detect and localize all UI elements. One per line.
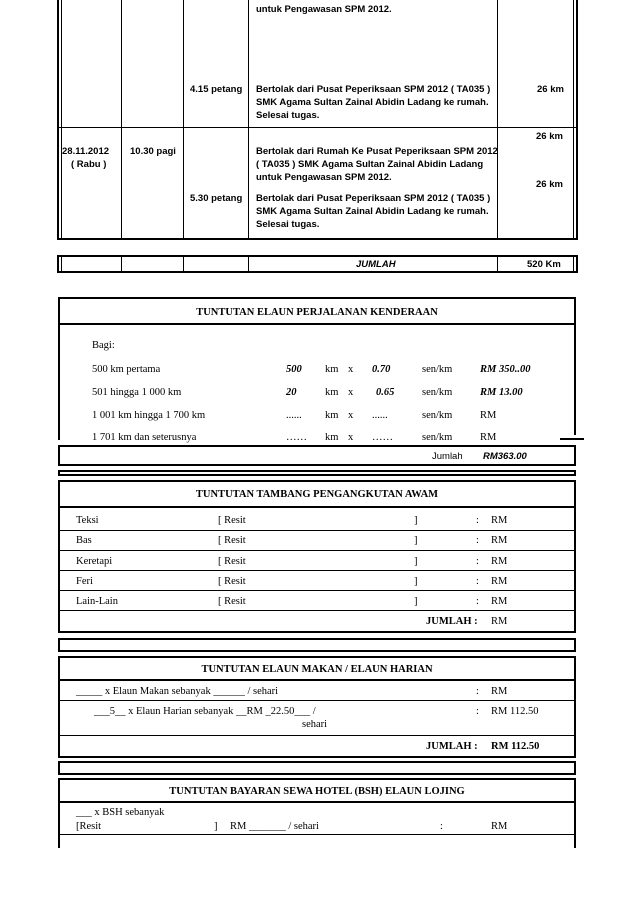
transport-title-box — [58, 480, 576, 508]
vehicle-row-per: sen/km — [422, 410, 453, 421]
transport-row-resit: [ Resit — [218, 596, 246, 607]
vehicle-row-label: 500 km pertama — [92, 364, 161, 375]
trip-total-value: 520 Km — [527, 259, 561, 270]
trip-km: 26 km — [536, 179, 563, 190]
trip-desc-line: SMK Agama Sultan Zainal Abidin Ladang ke rumah. — [256, 206, 489, 217]
vehicle-row-amount: RM — [480, 432, 497, 443]
meal-spacer — [58, 638, 576, 652]
vehicle-row-unit: km — [325, 410, 339, 421]
vehicle-row-unit: km — [325, 432, 339, 443]
vehicle-row-x: x — [348, 387, 354, 398]
trip-day: ( Rabu ) — [71, 159, 107, 170]
transport-total-value: RM — [491, 616, 508, 627]
vehicle-total-value: RM363.00 — [483, 451, 527, 462]
transport-row-colon: : — [476, 556, 479, 567]
transport-row-colon: : — [476, 515, 479, 526]
transport-spacer — [58, 470, 576, 476]
vehicle-row-qty: 20 — [286, 387, 297, 398]
transport-total-label: JUMLAH : — [426, 616, 478, 627]
vehicle-row-per: sen/km — [422, 387, 453, 398]
meal-total-label: JUMLAH : — [426, 741, 478, 752]
vehicle-row-per: sen/km — [422, 432, 453, 443]
meal-row-colon: : — [476, 706, 479, 717]
trip-desc-line: SMK Agama Sultan Zainal Abidin Ladang ke rumah. — [256, 97, 489, 108]
trip-desc-line: Selesai tugas. — [256, 219, 320, 230]
trip-desc-line: Selesai tugas. — [256, 110, 320, 121]
transport-title: TUNTUTAN TAMBANG PENGANGKUTAN AWAM — [195, 489, 439, 500]
transport-row-close: ] — [414, 556, 418, 567]
meal-row-text: _____ x Elaun Makan sebanyak ______ / sehari — [76, 686, 279, 697]
vehicle-row-label: 1 701 km dan seterusnya — [92, 432, 197, 443]
trip-desc-line: Bertolak dari Pusat Peperiksaan SPM 2012 ( TA035 ) — [256, 193, 491, 204]
meal-row-text: ___5__ x Elaun Harian sebanyak __RM _22.50___ / — [94, 706, 316, 717]
trip-desc-line: untuk Pengawasan SPM 2012. — [256, 4, 392, 15]
transport-row-rm: RM — [491, 596, 508, 607]
transport-row-colon: : — [476, 535, 479, 546]
vehicle-row-label: 1 001 km hingga 1 700 km — [92, 410, 206, 421]
vehicle-row-x: x — [348, 432, 354, 443]
meal-row-colon: : — [476, 686, 479, 697]
hotel-title: TUNTUTAN BAYARAN SEWA HOTEL (BSH) ELAUN LOJING — [169, 786, 465, 797]
hotel-row-rm-end: RM — [491, 821, 508, 832]
meal-row-rm: RM — [491, 686, 508, 697]
transport-row-colon: : — [476, 576, 479, 587]
meal-row-cont: sehari — [302, 719, 328, 730]
vehicle-row-qty: …… — [286, 432, 307, 443]
trip-desc-line: ( TA035 ) SMK Agama Sultan Zainal Abidin Ladang — [256, 159, 484, 170]
vehicle-row-rate: ...... — [372, 410, 388, 421]
vehicle-row-x: x — [348, 364, 354, 375]
trip-time: 4.15 petang — [190, 84, 243, 95]
transport-row-close: ] — [414, 535, 418, 546]
hotel-spacer — [58, 761, 576, 775]
transport-row-close: ] — [414, 596, 418, 607]
vehicle-row-per: sen/km — [422, 364, 453, 375]
vehicle-row-x: x — [348, 410, 354, 421]
meal-title-box — [58, 656, 576, 681]
vehicle-row-qty: 500 — [286, 364, 302, 375]
vehicle-row-label: 501 hingga 1 000 km — [92, 387, 182, 398]
vehicle-title-box — [58, 297, 576, 325]
trip-total-label: JUMLAH — [356, 259, 396, 270]
transport-row-resit: [ Resit — [218, 515, 246, 526]
transport-row-close: ] — [414, 576, 418, 587]
transport-row-resit: [ Resit — [218, 535, 246, 546]
vehicle-bagi: Bagi: — [92, 340, 115, 351]
transport-row-label: Feri — [76, 576, 93, 587]
trip-km: 26 km — [536, 131, 563, 142]
trip-time: 10.30 pagi — [130, 146, 176, 157]
vehicle-total-label: Jumlah — [432, 451, 463, 462]
transport-row-rm: RM — [491, 535, 508, 546]
vehicle-row-unit: km — [325, 364, 339, 375]
transport-row-rm: RM — [491, 576, 508, 587]
transport-row-rm: RM — [491, 556, 508, 567]
transport-row-label: Bas — [76, 535, 92, 546]
transport-row-colon: : — [476, 596, 479, 607]
vehicle-title: TUNTUTAN ELAUN PERJALANAN KENDERAAN — [196, 307, 438, 318]
vehicle-row-rate: 0.70 — [372, 364, 391, 375]
trip-date: 28.11.2012 — [62, 146, 110, 157]
transport-row-close: ] — [414, 515, 418, 526]
vehicle-row-rate: 0.65 — [376, 387, 395, 398]
trip-km: 26 km — [537, 84, 564, 95]
trip-time: 5.30 petang — [190, 193, 243, 204]
transport-row-rm: RM — [491, 515, 508, 526]
transport-row-resit: [ Resit — [218, 556, 246, 567]
hotel-title-box — [58, 778, 576, 803]
hotel-row-rm: RM _______ / sehari — [230, 821, 319, 832]
vehicle-total-box — [58, 445, 576, 466]
transport-row-label: Lain-Lain — [76, 596, 118, 607]
hotel-row-resit: [Resit — [76, 821, 102, 832]
vehicle-row-rate: …… — [372, 432, 393, 443]
transport-row-label: Keretapi — [76, 556, 113, 567]
trip-desc-line: Bertolak dari Pusat Peperiksaan SPM 2012 ( TA035 ) — [256, 84, 491, 95]
trip-desc-line: untuk Pengawasan SPM 2012. — [256, 172, 392, 183]
transport-row-resit: [ Resit — [218, 576, 246, 587]
vehicle-row-amount: RM 13.00 — [480, 387, 523, 398]
trip-desc-line: Bertolak dari Rumah Ke Pusat Peperiksaan SPM 2012 — [256, 146, 498, 157]
hotel-row-colon: : — [440, 821, 443, 832]
transport-row-label: Teksi — [76, 515, 99, 526]
vehicle-row-unit: km — [325, 387, 339, 398]
hotel-row-text: ___ x BSH sebanyak — [76, 807, 165, 818]
vehicle-row-amount: RM 350..00 — [480, 364, 531, 375]
meal-row-rm: RM 112.50 — [491, 706, 539, 717]
hotel-row-close: ] — [214, 821, 218, 832]
vehicle-row-amount: RM — [480, 410, 497, 421]
vehicle-row-qty: ...... — [286, 410, 302, 421]
meal-title: TUNTUTAN ELAUN MAKAN / ELAUN HARIAN — [201, 664, 433, 675]
meal-total-value: RM 112.50 — [491, 741, 540, 752]
